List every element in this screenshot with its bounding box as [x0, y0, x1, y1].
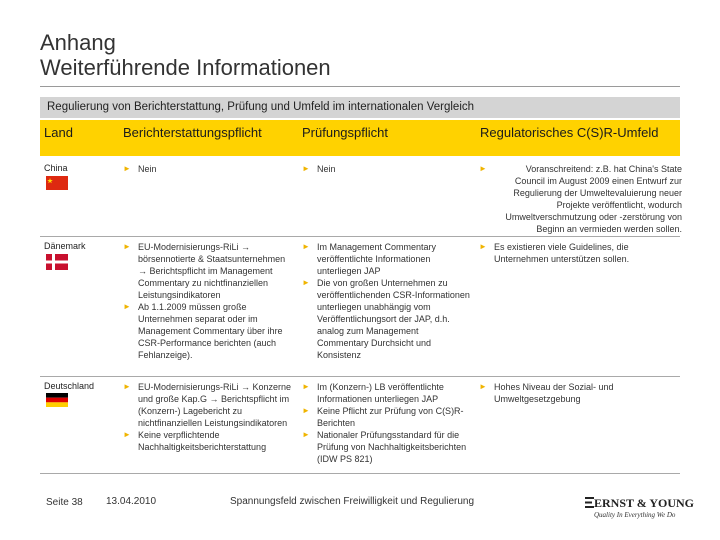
list-item: ► Im (Konzern-) LB veröffentlichte Informationen unterliegen JAP — [302, 382, 444, 404]
page-title — [40, 30, 680, 80]
bullet-arrow-icon: ► — [123, 382, 131, 391]
list-item: ► Es existieren viele Guidelines, die Unternehmen unterstützen sollen. — [479, 242, 630, 264]
header-land: Land — [44, 125, 73, 140]
list-item: ► Im Management Commentary veröffentlichte Informationen unterliegen JAP — [302, 242, 437, 276]
ey-mark-icon — [585, 497, 594, 508]
bullet-arrow-icon: ► — [479, 382, 487, 391]
row-divider — [40, 376, 680, 377]
list-item: ► Voranschreitend: z.B. hat China's State Council im August 2009 einen Entwurf zur Regulierung der Umweltevaluierung neuer Projekte veröffentlicht, wodurch Umweltverschmutzung oder -zerstörung von Beginn an vermieden werden sollen. — [479, 164, 682, 234]
deutschland-pruefung — [302, 381, 477, 465]
china-berichterstattung — [123, 163, 291, 175]
deutschland-berichterstattung — [123, 381, 293, 453]
list-item: ► Keine Pflicht zur Prüfung von C(S)R-Berichten — [302, 406, 464, 428]
list-item: ► EU-Modernisierungs-RiLi → Konzerne und große Kap.G → Berichtspflicht im (Konzern-) Lagebericht zu nichtfinanziellen Leistungsindikatoren — [123, 382, 292, 428]
bullet-arrow-icon: ► — [123, 242, 131, 251]
bullet-arrow-icon: ► — [302, 164, 310, 173]
list-item: ► Nein — [123, 164, 157, 174]
header-pruefung: Prüfungspflicht — [302, 125, 388, 140]
bullet-arrow-icon: ► — [123, 302, 131, 311]
header-regulatorisch: Regulatorisches C(S)R-Umfeld — [480, 125, 659, 140]
table-header — [40, 120, 680, 156]
daenemark-pruefung — [302, 241, 472, 361]
china-flag-icon — [46, 176, 68, 190]
bullet-arrow-icon: ► — [479, 164, 487, 173]
bullet-arrow-icon: ► — [302, 278, 310, 287]
bullet-arrow-icon: ► — [302, 242, 310, 251]
table-caption-text: Regulierung von Berichterstattung, Prüfung und Umfeld im internationalen Vergleich — [47, 101, 475, 113]
footer-date: 13.04.2010 — [106, 496, 157, 507]
china-pruefung — [302, 163, 472, 175]
list-item: ► Hohes Niveau der Sozial- und Umweltgesetzgebung — [479, 382, 614, 404]
footer-subtitle: Spannungsfeld zwischen Freiwilligkeit und Regulierung — [230, 496, 475, 507]
country-daenemark: Dänemark — [44, 241, 86, 251]
list-item: ► Die von großen Unternehmen zu veröffentlichenden CSR-Informationen unterliegen unabhängig vom Veröffentlichungsort der JAP, d.h. analog zum Management Commentary Durchsicht und Konsistenz — [302, 278, 470, 360]
bullet-arrow-icon: ► — [302, 382, 310, 391]
denmark-flag-icon — [46, 254, 68, 270]
bullet-arrow-icon: ► — [123, 164, 131, 173]
list-item: ► Ab 1.1.2009 müssen große Unternehmen separat oder im Management Commentary über ihre CSR-Performance berichten (auch Fehlanzeige). — [123, 302, 283, 360]
list-item: ► Keine verpflichtende Nachhaltigkeitsberichterstattung — [123, 430, 267, 452]
bullet-arrow-icon: ► — [302, 430, 310, 439]
bullet-arrow-icon: ► — [123, 430, 131, 439]
header-berichterstattung: Berichterstattungspflicht — [123, 125, 262, 140]
list-item: ► EU-Modernisierungs-RiLi → börsennotierte & Staatsunternehmen → Berichtspflicht im Management Commentary zu nichtfinanziellen Leistungsindikatoren — [123, 242, 286, 300]
title-line-1: Anhang — [40, 30, 116, 55]
germany-flag-icon — [46, 393, 68, 407]
row-divider — [40, 236, 680, 237]
daenemark-regulatorisch — [479, 241, 679, 265]
daenemark-berichterstattung — [123, 241, 293, 361]
logo-brand: ERNST & YOUNG — [585, 496, 685, 511]
table-caption — [40, 97, 680, 118]
list-item: ► Nein — [302, 164, 336, 174]
country-china: China — [44, 163, 68, 173]
deutschland-regulatorisch — [479, 381, 679, 405]
bullet-arrow-icon: ► — [302, 406, 310, 415]
country-deutschland: Deutschland — [44, 381, 95, 391]
title-line-2: Weiterführende Informationen — [40, 55, 331, 80]
row-divider — [40, 473, 680, 474]
title-divider — [40, 86, 680, 87]
china-regulatorisch — [479, 163, 682, 235]
page-number: Seite 38 — [46, 497, 83, 508]
list-item: ► Nationaler Prüfungsstandard für die Prüfung von Nachhaltigkeitsberichten (IDW PS 821) — [302, 430, 467, 464]
bullet-arrow-icon: ► — [479, 242, 487, 251]
company-logo — [585, 496, 695, 519]
logo-tagline: Quality In Everything We Do — [594, 511, 676, 519]
